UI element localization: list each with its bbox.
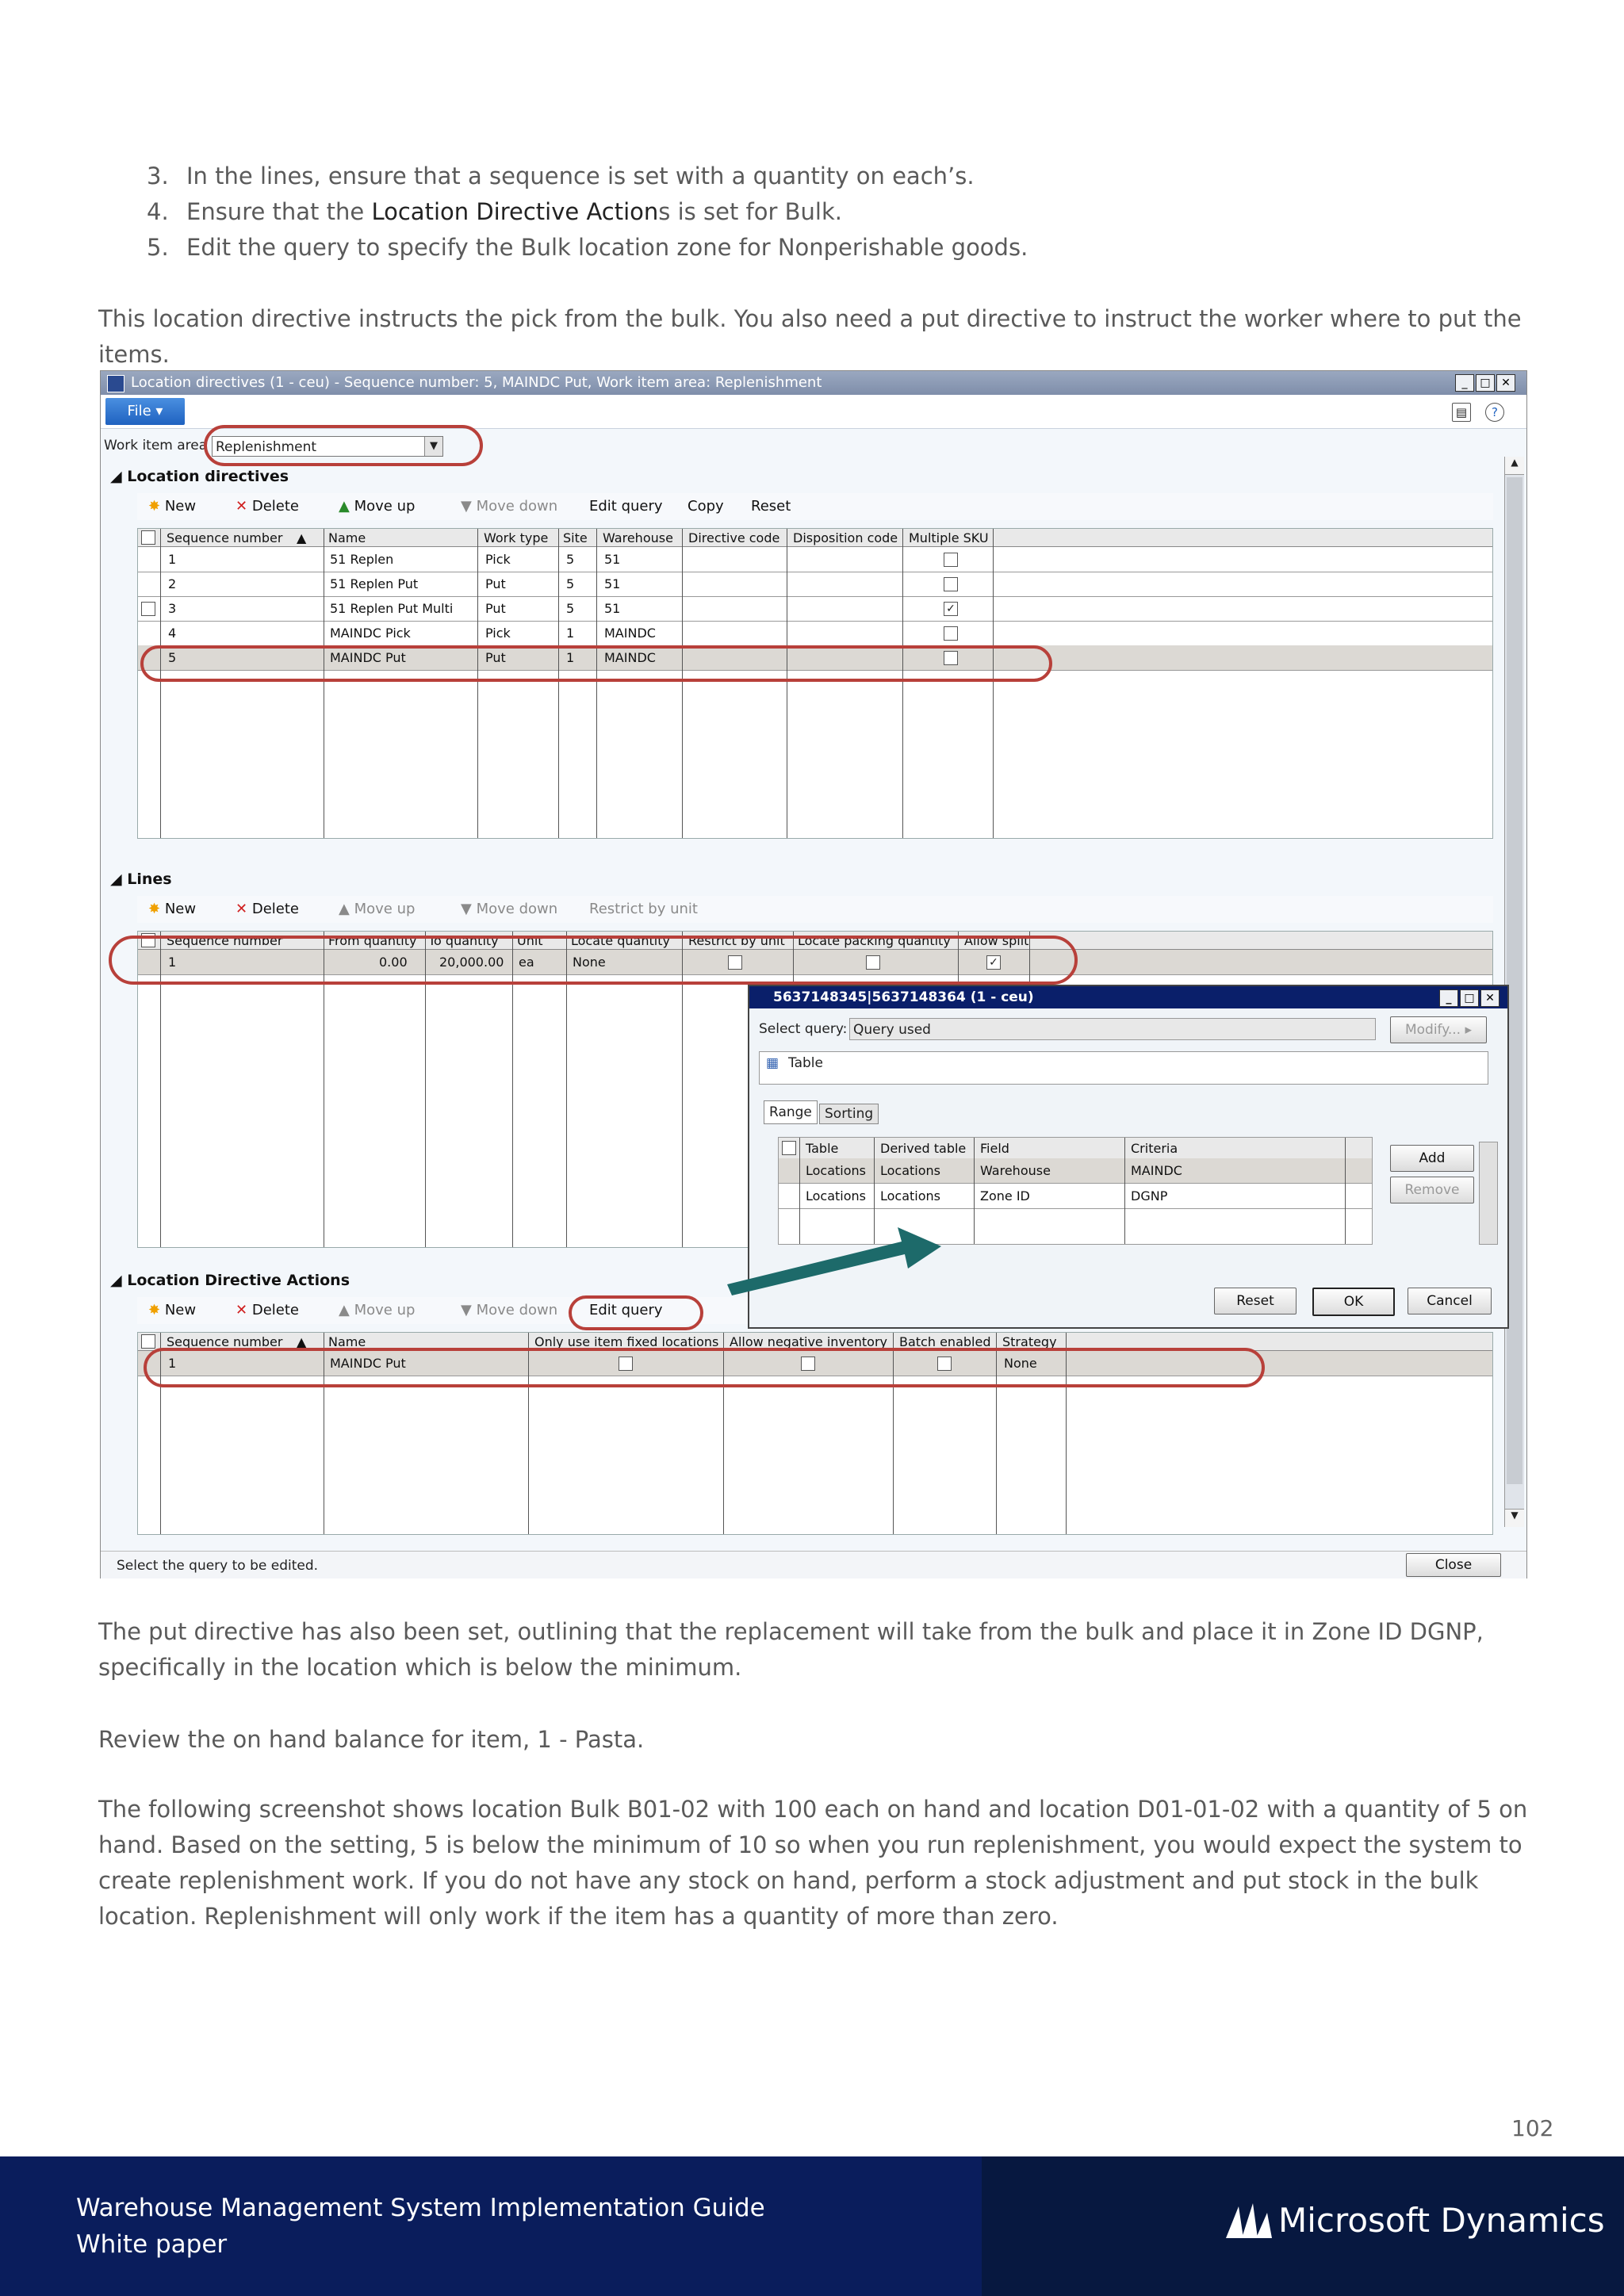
cell: Put bbox=[485, 650, 506, 665]
close-button[interactable]: Close bbox=[1406, 1553, 1501, 1577]
move-up-icon: ▲ bbox=[339, 1302, 350, 1318]
cell: 51 bbox=[604, 552, 621, 567]
dialog-title: 5637148345|5637148364 (1 - ceu) bbox=[773, 989, 1034, 1005]
page-number: 102 bbox=[1511, 2115, 1554, 2141]
move-down-icon: ▼ bbox=[461, 901, 472, 917]
header-cell[interactable]: Warehouse bbox=[603, 530, 673, 545]
new-button[interactable] bbox=[148, 498, 196, 515]
cell: 4 bbox=[168, 626, 177, 641]
table-row[interactable] bbox=[779, 1158, 1372, 1184]
header-cell[interactable]: Derived table bbox=[880, 1141, 967, 1156]
select-all-checkbox[interactable] bbox=[141, 1334, 155, 1349]
remove-button[interactable]: Remove bbox=[1390, 1177, 1474, 1203]
grid-header bbox=[138, 529, 1492, 547]
footer-subtitle: White paper bbox=[76, 2230, 228, 2259]
move-up-icon: ▲ bbox=[339, 901, 350, 917]
highlight-oval bbox=[569, 1295, 703, 1330]
header-cell[interactable]: Work type bbox=[484, 530, 549, 545]
tree-item[interactable]: Table bbox=[788, 1055, 823, 1071]
paragraph-put-directive: The put directive has also been set, outlining that the replacement will take from the bulk and place it in Zone ID DGNP, specifically in the location which is below the minimum. bbox=[98, 1618, 1484, 1681]
table-row[interactable] bbox=[138, 596, 1492, 622]
edit-query-button[interactable]: Edit query bbox=[589, 1302, 663, 1318]
paragraph-intro: This location directive instructs the pick from the bulk. You also need a put directive to instruct the worker where to put the items. bbox=[98, 305, 1522, 368]
new-icon: ✸ bbox=[148, 1302, 161, 1318]
delete-icon: ✕ bbox=[236, 1302, 248, 1318]
arrow-icon bbox=[719, 1211, 1052, 1307]
sort-ascending-icon: ▲ bbox=[297, 1334, 307, 1349]
allow-split-checkbox[interactable]: ✓ bbox=[986, 955, 1001, 970]
section-lines[interactable]: ◢ Lines bbox=[110, 871, 172, 888]
header-cell[interactable]: To quantity bbox=[428, 933, 499, 948]
maximize-icon[interactable]: □ bbox=[1476, 374, 1495, 392]
scroll-down-icon[interactable]: ▼ bbox=[1505, 1509, 1524, 1527]
delete-button[interactable] bbox=[236, 1302, 299, 1318]
cell: MAINDC bbox=[1131, 1163, 1182, 1178]
move-up-button[interactable] bbox=[339, 1302, 415, 1318]
edit-query-button[interactable]: Edit query bbox=[589, 498, 663, 515]
header-cell[interactable]: Sequence number bbox=[167, 530, 283, 545]
chevron-down-icon[interactable]: ▼ bbox=[424, 437, 442, 456]
select-query-label: Select query: bbox=[759, 1021, 848, 1037]
cell: 5 bbox=[566, 601, 575, 616]
cell: MAINDC Pick bbox=[330, 626, 411, 641]
column-divider bbox=[1124, 1138, 1125, 1244]
cell: Warehouse bbox=[980, 1163, 1051, 1178]
work-item-area-label: Work item area bbox=[104, 438, 208, 453]
work-item-area-value: Replenishment bbox=[216, 439, 317, 455]
move-up-button[interactable] bbox=[339, 498, 415, 515]
footer-title: Warehouse Management System Implementation Guide bbox=[76, 2194, 765, 2222]
column-divider bbox=[993, 529, 994, 838]
file-button[interactable]: File ▾ bbox=[105, 398, 185, 425]
cell: 1 bbox=[168, 552, 177, 567]
multiple-sku-checkbox[interactable] bbox=[944, 626, 958, 641]
copy-button[interactable]: Copy bbox=[688, 498, 724, 515]
section-location-directives[interactable]: ◢ Location directives bbox=[110, 468, 289, 485]
delete-icon: ✕ bbox=[236, 498, 248, 515]
cell: 1 bbox=[168, 955, 177, 970]
table-row[interactable] bbox=[138, 547, 1492, 572]
cell: Locations bbox=[880, 1163, 941, 1178]
row-checkbox[interactable] bbox=[141, 602, 155, 616]
header-cell[interactable]: Name bbox=[328, 530, 366, 545]
status-bar bbox=[101, 1551, 1526, 1578]
highlight-oval bbox=[204, 425, 483, 466]
header-cell[interactable]: Strategy bbox=[1002, 1334, 1057, 1349]
cell: Locations bbox=[880, 1188, 941, 1203]
column-divider bbox=[682, 529, 683, 838]
new-icon: ✸ bbox=[148, 901, 161, 917]
cell: Zone ID bbox=[980, 1188, 1030, 1203]
multiple-sku-checkbox[interactable] bbox=[944, 553, 958, 567]
header-cell[interactable]: Table bbox=[806, 1141, 839, 1156]
new-label: New bbox=[164, 498, 197, 515]
column-divider bbox=[902, 529, 903, 838]
dialog-titlebar bbox=[749, 986, 1507, 1008]
cell: 20,000.00 bbox=[439, 955, 504, 970]
table-row[interactable] bbox=[138, 572, 1492, 597]
cell: 1 bbox=[168, 1356, 177, 1371]
highlight-oval bbox=[140, 645, 1052, 682]
file-label: File bbox=[127, 403, 151, 419]
microsoft-dynamics-logo bbox=[1226, 2201, 1605, 2240]
step-number: 5. bbox=[147, 234, 169, 261]
delete-button[interactable] bbox=[236, 901, 299, 917]
cell: 1 bbox=[566, 650, 575, 665]
step-5 bbox=[143, 230, 1028, 266]
close-icon[interactable]: ✕ bbox=[1480, 989, 1500, 1007]
column-divider bbox=[558, 529, 559, 838]
section-title: Lines bbox=[127, 871, 172, 888]
maximize-icon[interactable]: □ bbox=[1460, 989, 1479, 1007]
section-title: Location directives bbox=[127, 468, 289, 485]
cell: 1 bbox=[566, 626, 575, 641]
step-emphasis: Location Directive Action bbox=[371, 198, 659, 225]
move-down-button[interactable] bbox=[461, 498, 557, 515]
step-4 bbox=[143, 194, 1028, 230]
step-text: Edit the query to specify the Bulk location zone for Nonperishable goods. bbox=[186, 234, 1028, 261]
header-cell[interactable]: Disposition code bbox=[793, 530, 898, 545]
grid-header bbox=[779, 1138, 1372, 1159]
modify-button[interactable]: Modify... ▸ bbox=[1390, 1016, 1487, 1043]
status-text: Select the query to be edited. bbox=[117, 1558, 319, 1574]
cell: ea bbox=[519, 955, 534, 970]
dialog-scrollbar[interactable] bbox=[1479, 1142, 1498, 1245]
modify-label: Modify... bbox=[1404, 1022, 1461, 1038]
scroll-thumb[interactable] bbox=[1507, 477, 1522, 1484]
header-cell[interactable]: Directive code bbox=[688, 530, 780, 545]
numbered-steps bbox=[143, 159, 1028, 266]
new-label: New bbox=[164, 901, 197, 917]
move-down-icon: ▼ bbox=[461, 1302, 472, 1318]
header-cell[interactable]: Allow split bbox=[964, 933, 1029, 948]
delete-label: Delete bbox=[251, 498, 299, 515]
header-cell[interactable]: Sequence number bbox=[167, 933, 283, 948]
cell: None bbox=[1004, 1356, 1037, 1371]
move-up-label: Move up bbox=[354, 498, 416, 515]
move-down-label: Move down bbox=[476, 498, 558, 515]
move-up-label: Move up bbox=[354, 1302, 416, 1318]
cell: Pick bbox=[485, 552, 511, 567]
move-down-label: Move down bbox=[476, 1302, 558, 1318]
section-title: Location Directive Actions bbox=[127, 1272, 350, 1289]
multiple-sku-checkbox[interactable]: ✓ bbox=[944, 602, 958, 616]
section-location-directive-actions[interactable]: ◢ Location Directive Actions bbox=[110, 1272, 350, 1289]
select-all-checkbox[interactable] bbox=[141, 530, 155, 545]
column-divider bbox=[596, 529, 597, 838]
tab-range[interactable]: Range bbox=[764, 1100, 818, 1124]
header-cell[interactable]: Multiple SKU bbox=[909, 530, 989, 545]
minimize-icon[interactable]: _ bbox=[1439, 989, 1458, 1007]
header-cell[interactable]: Sequence number bbox=[167, 1334, 283, 1349]
tab-sorting[interactable]: Sorting bbox=[819, 1104, 879, 1124]
move-up-label: Move up bbox=[354, 901, 416, 917]
table-icon: ▦ bbox=[766, 1055, 779, 1071]
step-number: 3. bbox=[147, 163, 169, 189]
header-cell[interactable]: Batch enabled bbox=[899, 1334, 991, 1349]
scroll-up-icon[interactable]: ▲ bbox=[1505, 457, 1524, 475]
header-cell[interactable]: Name bbox=[328, 1334, 366, 1349]
cell: 3 bbox=[168, 601, 177, 616]
paragraph-review: Review the on hand balance for item, 1 - Pasta. bbox=[98, 1726, 645, 1753]
ok-button[interactable]: OK bbox=[1312, 1288, 1395, 1316]
cell: 51 bbox=[604, 601, 621, 616]
cancel-button[interactable]: Cancel bbox=[1408, 1288, 1492, 1314]
cell: MAINDC Put bbox=[330, 1356, 406, 1371]
header-cell[interactable]: Locate packing quantity bbox=[798, 933, 951, 948]
step-3 bbox=[143, 159, 1028, 194]
cell: Pick bbox=[485, 626, 511, 641]
sort-ascending-icon: ▲ bbox=[297, 530, 307, 545]
step-text: Ensure that the bbox=[186, 198, 372, 225]
paragraph-following: The following screenshot shows location Bulk B01-02 with 100 each on hand and location D01-01-02 with a quantity of 5 on hand. Based on the setting, 5 is below the minimum of 10 so when you run replenishment, you would expect the system to create replenishment work. If you do not have any stock on hand, perform a stock adjustment and put stock in the bulk location. Replenishment will only work if the item has a quantity of more than zero. bbox=[98, 1796, 1528, 1930]
directives-grid bbox=[137, 528, 1493, 839]
table-row[interactable] bbox=[138, 621, 1492, 646]
new-label: New bbox=[164, 1302, 197, 1318]
lines-toolbar bbox=[137, 896, 1493, 923]
header-cell[interactable]: Only use item fixed locations bbox=[534, 1334, 719, 1349]
header-cell[interactable]: From quantity bbox=[328, 933, 417, 948]
select-query-field[interactable]: Query used bbox=[849, 1018, 1376, 1040]
column-divider bbox=[477, 529, 478, 838]
add-button[interactable]: Add bbox=[1390, 1145, 1474, 1172]
minimize-icon[interactable]: _ bbox=[1455, 374, 1474, 392]
app-icon bbox=[107, 375, 124, 392]
new-button[interactable] bbox=[148, 901, 196, 917]
reset-button[interactable]: Reset bbox=[751, 498, 791, 515]
help-icon[interactable]: ? bbox=[1485, 403, 1504, 422]
layout-icon[interactable]: ▤ bbox=[1452, 403, 1471, 422]
column-divider bbox=[160, 529, 161, 838]
header-cell[interactable]: Restrict by unit bbox=[688, 933, 785, 948]
reset-button[interactable]: Reset bbox=[1214, 1288, 1297, 1314]
window-title: Location directives (1 - ceu) - Sequence number: 5, MAINDC Put, Work item area: Replenishment bbox=[131, 374, 822, 391]
header-cell[interactable]: Locate quantity bbox=[571, 933, 670, 948]
move-up-icon: ▲ bbox=[339, 498, 350, 515]
query-tree[interactable] bbox=[759, 1051, 1488, 1085]
cell: DGNP bbox=[1131, 1188, 1168, 1203]
footer-text bbox=[76, 2190, 765, 2263]
column-divider bbox=[1345, 1138, 1346, 1244]
highlight-oval bbox=[109, 936, 1078, 985]
cell: 5 bbox=[168, 650, 177, 665]
dynamics-logo-icon bbox=[1226, 2203, 1272, 2238]
multiple-sku-checkbox[interactable] bbox=[944, 577, 958, 591]
restrict-by-unit-button[interactable]: Restrict by unit bbox=[589, 901, 698, 917]
delete-label: Delete bbox=[251, 1302, 299, 1318]
move-down-icon: ▼ bbox=[461, 498, 472, 515]
ribbon bbox=[101, 395, 1526, 429]
cell: Locations bbox=[806, 1163, 867, 1178]
cell: 51 Replen bbox=[330, 552, 394, 567]
step-text: In the lines, ensure that a sequence is set with a quantity on each’s. bbox=[186, 163, 975, 189]
close-icon[interactable]: ✕ bbox=[1496, 374, 1515, 392]
brand-name: Microsoft Dynamics bbox=[1278, 2201, 1605, 2240]
cell: 51 Replen Put bbox=[330, 576, 419, 591]
cell: Put bbox=[485, 576, 506, 591]
directives-toolbar bbox=[137, 493, 1493, 520]
cell: 2 bbox=[168, 576, 177, 591]
header-cell[interactable]: Criteria bbox=[1131, 1141, 1178, 1156]
cell: 51 bbox=[604, 576, 621, 591]
cell: MAINDC Put bbox=[330, 650, 406, 665]
cell: Locations bbox=[806, 1188, 867, 1203]
cell: 5 bbox=[566, 576, 575, 591]
cell: 0.00 bbox=[379, 955, 408, 970]
window-titlebar bbox=[101, 371, 1526, 395]
step-text: s is set for Bulk. bbox=[658, 198, 842, 225]
delete-button[interactable] bbox=[236, 498, 299, 515]
header-cell[interactable]: Allow negative inventory bbox=[730, 1334, 888, 1349]
cell: MAINDC bbox=[604, 626, 656, 641]
cell: MAINDC bbox=[604, 650, 656, 665]
move-down-label: Move down bbox=[476, 901, 558, 917]
delete-label: Delete bbox=[251, 901, 299, 917]
new-button[interactable] bbox=[148, 1302, 196, 1318]
highlight-oval bbox=[144, 1348, 1265, 1387]
header-cell[interactable]: Unit bbox=[517, 933, 543, 948]
move-down-button[interactable] bbox=[461, 901, 557, 917]
move-up-button[interactable] bbox=[339, 901, 415, 917]
cell: 51 Replen Put Multi bbox=[330, 601, 454, 616]
move-down-button[interactable] bbox=[461, 1302, 557, 1318]
cell: 5 bbox=[566, 552, 575, 567]
new-icon: ✸ bbox=[148, 498, 161, 515]
header-cell[interactable]: Field bbox=[980, 1141, 1009, 1156]
cell: Put bbox=[485, 601, 506, 616]
step-number: 4. bbox=[147, 198, 169, 225]
select-all-checkbox[interactable] bbox=[782, 1141, 796, 1155]
cell: None bbox=[573, 955, 606, 970]
embedded-screenshot bbox=[100, 370, 1527, 1578]
table-row[interactable] bbox=[779, 1184, 1372, 1209]
delete-icon: ✕ bbox=[236, 901, 248, 917]
header-cell[interactable]: Site bbox=[563, 530, 588, 545]
